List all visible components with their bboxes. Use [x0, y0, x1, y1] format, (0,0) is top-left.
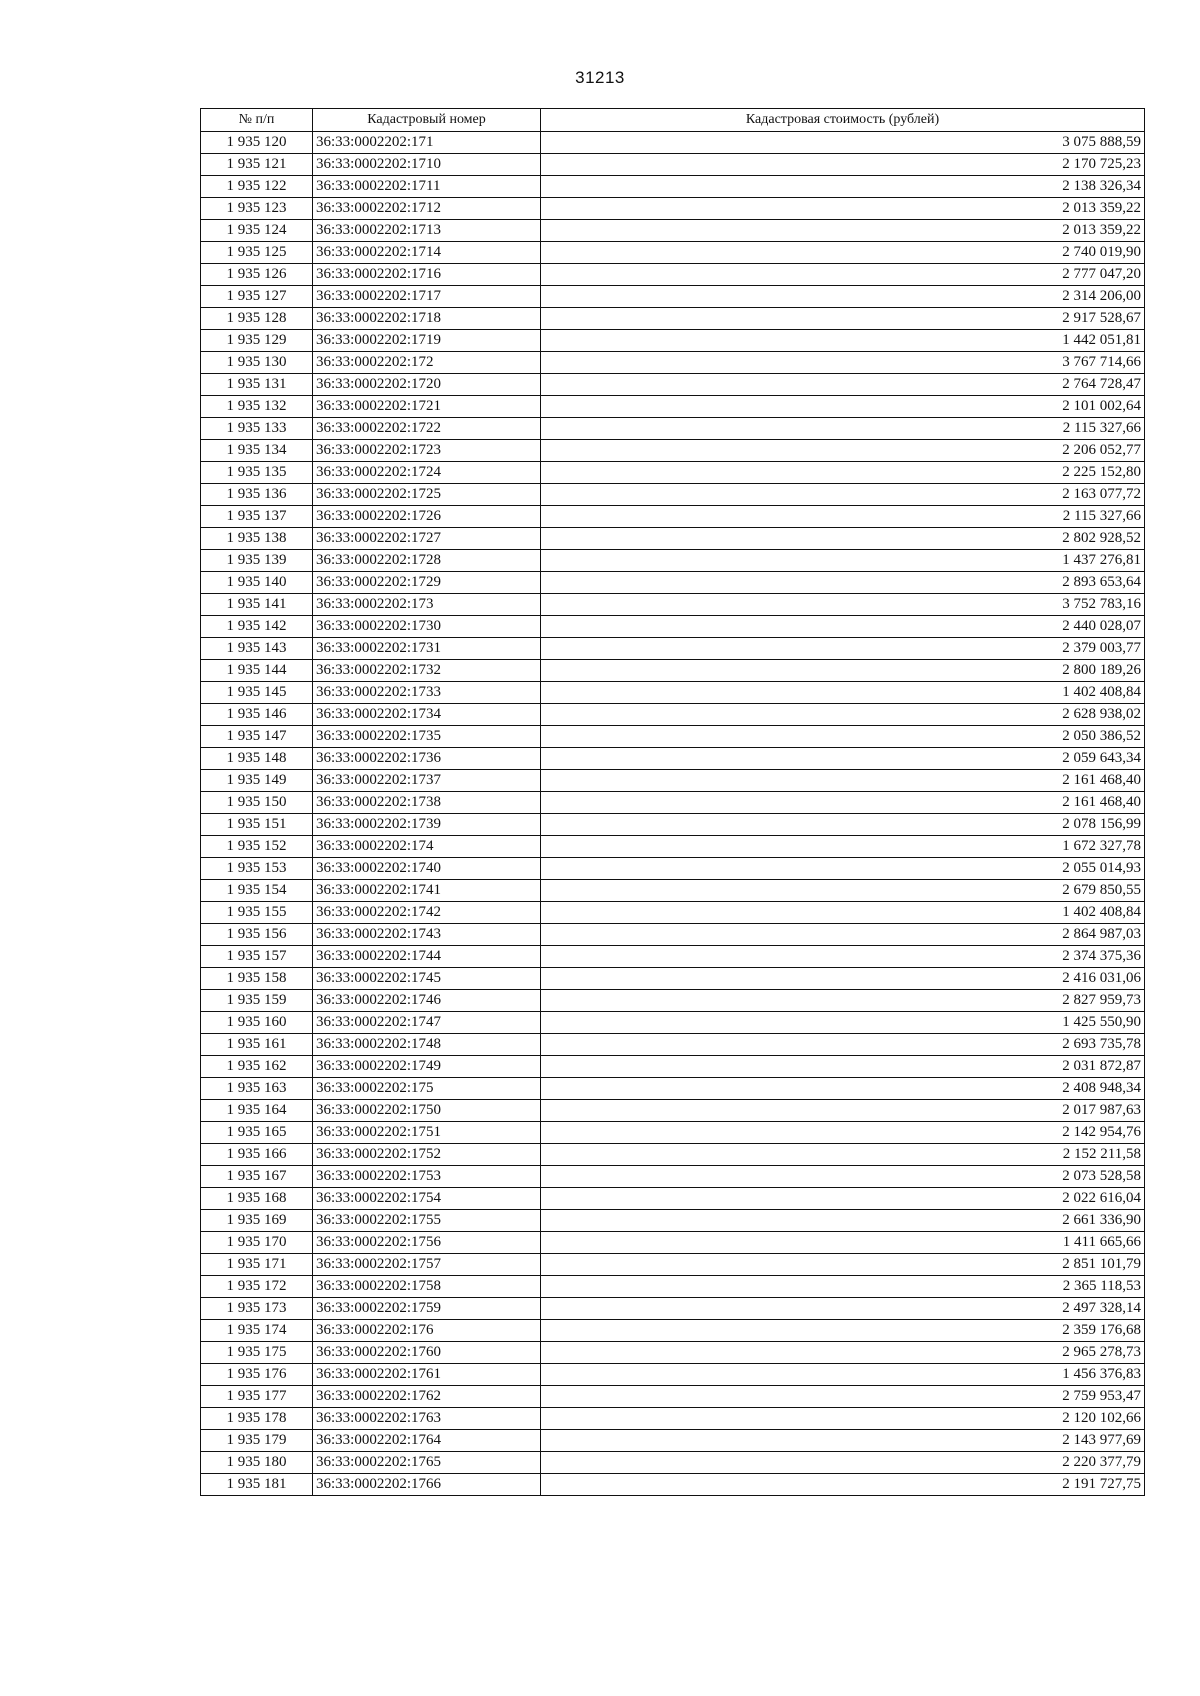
- table-row: [201, 1342, 1145, 1364]
- table-row: [201, 990, 1145, 1012]
- table-row: [201, 682, 1145, 704]
- cadastral-number-cell: 36:33:0002202:1735: [313, 726, 541, 748]
- table-row: [201, 264, 1145, 286]
- table-row: [201, 880, 1145, 902]
- table-body: [201, 132, 1145, 1496]
- row-number-cell: 1 935 168: [201, 1188, 313, 1210]
- cadastral-value-cell: 2 059 643,34: [541, 748, 1145, 770]
- cadastral-number-cell: 36:33:0002202:1738: [313, 792, 541, 814]
- cadastral-number-cell: 36:33:0002202:1742: [313, 902, 541, 924]
- table-row: [201, 418, 1145, 440]
- row-number-cell: 1 935 142: [201, 616, 313, 638]
- table-row: [201, 1408, 1145, 1430]
- cadastral-value-cell: 1 411 665,66: [541, 1232, 1145, 1254]
- row-number-cell: 1 935 155: [201, 902, 313, 924]
- cadastral-value-cell: 2 152 211,58: [541, 1144, 1145, 1166]
- cadastral-number-cell: 36:33:0002202:1710: [313, 154, 541, 176]
- row-number-cell: 1 935 146: [201, 704, 313, 726]
- cadastral-number-cell: 36:33:0002202:1711: [313, 176, 541, 198]
- cadastral-number-cell: 36:33:0002202:172: [313, 352, 541, 374]
- cadastral-number-cell: 36:33:0002202:1744: [313, 946, 541, 968]
- row-number-cell: 1 935 169: [201, 1210, 313, 1232]
- table-row: [201, 462, 1145, 484]
- cadastral-number-cell: 36:33:0002202:1754: [313, 1188, 541, 1210]
- table-row: [201, 792, 1145, 814]
- cadastral-number-cell: 36:33:0002202:176: [313, 1320, 541, 1342]
- cadastral-number-cell: 36:33:0002202:1726: [313, 506, 541, 528]
- table-row: [201, 616, 1145, 638]
- table-row: [201, 1276, 1145, 1298]
- cadastral-number-cell: 36:33:0002202:1720: [313, 374, 541, 396]
- cadastral-value-cell: 2 917 528,67: [541, 308, 1145, 330]
- cadastral-value-cell: 3 075 888,59: [541, 132, 1145, 154]
- cadastral-value-cell: 3 752 783,16: [541, 594, 1145, 616]
- cadastral-number-cell: 36:33:0002202:1739: [313, 814, 541, 836]
- cadastral-number-cell: 36:33:0002202:1723: [313, 440, 541, 462]
- table-row: [201, 1122, 1145, 1144]
- cadastral-value-cell: 2 740 019,90: [541, 242, 1145, 264]
- table-row: [201, 638, 1145, 660]
- row-number-cell: 1 935 179: [201, 1430, 313, 1452]
- row-number-cell: 1 935 163: [201, 1078, 313, 1100]
- table-row: [201, 1188, 1145, 1210]
- cadastral-value-cell: 2 759 953,47: [541, 1386, 1145, 1408]
- cadastral-value-cell: 2 161 468,40: [541, 792, 1145, 814]
- row-number-cell: 1 935 141: [201, 594, 313, 616]
- table-row: [201, 704, 1145, 726]
- table-row: [201, 1364, 1145, 1386]
- row-number-cell: 1 935 140: [201, 572, 313, 594]
- cadastral-number-cell: 36:33:0002202:1763: [313, 1408, 541, 1430]
- cadastral-value-cell: 2 440 028,07: [541, 616, 1145, 638]
- cadastral-number-cell: 36:33:0002202:1740: [313, 858, 541, 880]
- cadastral-value-cell: 1 442 051,81: [541, 330, 1145, 352]
- row-number-cell: 1 935 148: [201, 748, 313, 770]
- cadastral-value-cell: 1 425 550,90: [541, 1012, 1145, 1034]
- row-number-cell: 1 935 171: [201, 1254, 313, 1276]
- cadastral-value-table: [200, 108, 1145, 1496]
- cadastral-value-cell: 2 374 375,36: [541, 946, 1145, 968]
- table-row: [201, 1386, 1145, 1408]
- row-number-cell: 1 935 125: [201, 242, 313, 264]
- cadastral-value-cell: 2 379 003,77: [541, 638, 1145, 660]
- table-row: [201, 198, 1145, 220]
- table-row: [201, 902, 1145, 924]
- cadastral-value-cell: 2 693 735,78: [541, 1034, 1145, 1056]
- cadastral-number-cell: 36:33:0002202:1729: [313, 572, 541, 594]
- cadastral-value-cell: 2 802 928,52: [541, 528, 1145, 550]
- cadastral-value-cell: 2 101 002,64: [541, 396, 1145, 418]
- table-row: [201, 1210, 1145, 1232]
- cadastral-number-cell: 36:33:0002202:1761: [313, 1364, 541, 1386]
- row-number-cell: 1 935 122: [201, 176, 313, 198]
- table-row: [201, 946, 1145, 968]
- row-number-cell: 1 935 174: [201, 1320, 313, 1342]
- cadastral-value-cell: 2 965 278,73: [541, 1342, 1145, 1364]
- row-number-cell: 1 935 158: [201, 968, 313, 990]
- table-row: [201, 242, 1145, 264]
- cadastral-number-cell: 36:33:0002202:1766: [313, 1474, 541, 1496]
- cadastral-number-cell: 36:33:0002202:1716: [313, 264, 541, 286]
- cadastral-value-cell: 2 161 468,40: [541, 770, 1145, 792]
- row-number-cell: 1 935 175: [201, 1342, 313, 1364]
- cadastral-value-cell: 2 055 014,93: [541, 858, 1145, 880]
- row-number-cell: 1 935 121: [201, 154, 313, 176]
- row-number-cell: 1 935 145: [201, 682, 313, 704]
- page-number: 31213: [575, 68, 625, 87]
- table-row: [201, 440, 1145, 462]
- table-row: [201, 594, 1145, 616]
- table-row: [201, 352, 1145, 374]
- row-number-cell: 1 935 178: [201, 1408, 313, 1430]
- row-number-cell: 1 935 123: [201, 198, 313, 220]
- cadastral-number-cell: 36:33:0002202:1759: [313, 1298, 541, 1320]
- cadastral-number-cell: 36:33:0002202:173: [313, 594, 541, 616]
- row-number-cell: 1 935 124: [201, 220, 313, 242]
- cadastral-value-cell: 1 402 408,84: [541, 902, 1145, 924]
- row-number-cell: 1 935 126: [201, 264, 313, 286]
- cadastral-value-cell: 2 017 987,63: [541, 1100, 1145, 1122]
- cadastral-number-cell: 36:33:0002202:1743: [313, 924, 541, 946]
- table-header: [201, 109, 1145, 132]
- table-row: [201, 550, 1145, 572]
- cadastral-number-cell: 36:33:0002202:1760: [313, 1342, 541, 1364]
- cadastral-value-cell: 2 764 728,47: [541, 374, 1145, 396]
- cadastral-value-cell: 2 661 336,90: [541, 1210, 1145, 1232]
- row-number-cell: 1 935 154: [201, 880, 313, 902]
- row-number-cell: 1 935 164: [201, 1100, 313, 1122]
- table-row: [201, 484, 1145, 506]
- table-row: [201, 968, 1145, 990]
- header-cadastral-value: Кадастровая стоимость (рублей): [541, 109, 1145, 132]
- cadastral-value-cell: 2 120 102,66: [541, 1408, 1145, 1430]
- cadastral-value-cell: 2 800 189,26: [541, 660, 1145, 682]
- row-number-cell: 1 935 166: [201, 1144, 313, 1166]
- cadastral-value-cell: 2 359 176,68: [541, 1320, 1145, 1342]
- cadastral-number-cell: 36:33:0002202:1713: [313, 220, 541, 242]
- table-row: [201, 836, 1145, 858]
- header-cadastral-number: Кадастровый номер: [313, 109, 541, 132]
- row-number-cell: 1 935 133: [201, 418, 313, 440]
- table-row: [201, 1298, 1145, 1320]
- cadastral-value-cell: 2 497 328,14: [541, 1298, 1145, 1320]
- cadastral-number-cell: 36:33:0002202:1753: [313, 1166, 541, 1188]
- cadastral-number-cell: 36:33:0002202:1755: [313, 1210, 541, 1232]
- cadastral-value-cell: 2 050 386,52: [541, 726, 1145, 748]
- cadastral-value-cell: 2 365 118,53: [541, 1276, 1145, 1298]
- cadastral-number-cell: 36:33:0002202:1728: [313, 550, 541, 572]
- table-row: [201, 220, 1145, 242]
- cadastral-number-cell: 36:33:0002202:1741: [313, 880, 541, 902]
- row-number-cell: 1 935 159: [201, 990, 313, 1012]
- row-number-cell: 1 935 138: [201, 528, 313, 550]
- cadastral-value-cell: 2 115 327,66: [541, 418, 1145, 440]
- cadastral-value-cell: 1 437 276,81: [541, 550, 1145, 572]
- table-row: [201, 924, 1145, 946]
- row-number-cell: 1 935 156: [201, 924, 313, 946]
- row-number-cell: 1 935 162: [201, 1056, 313, 1078]
- table-row: [201, 374, 1145, 396]
- cadastral-value-cell: 2 408 948,34: [541, 1078, 1145, 1100]
- row-number-cell: 1 935 132: [201, 396, 313, 418]
- cadastral-value-cell: 2 225 152,80: [541, 462, 1145, 484]
- cadastral-value-cell: 2 170 725,23: [541, 154, 1145, 176]
- row-number-cell: 1 935 136: [201, 484, 313, 506]
- row-number-cell: 1 935 180: [201, 1452, 313, 1474]
- cadastral-number-cell: 36:33:0002202:1756: [313, 1232, 541, 1254]
- table-row: [201, 528, 1145, 550]
- row-number-cell: 1 935 176: [201, 1364, 313, 1386]
- table-row: [201, 1144, 1145, 1166]
- cadastral-number-cell: 36:33:0002202:1757: [313, 1254, 541, 1276]
- cadastral-number-cell: 36:33:0002202:1745: [313, 968, 541, 990]
- cadastral-value-cell: 2 143 977,69: [541, 1430, 1145, 1452]
- cadastral-number-cell: 36:33:0002202:1732: [313, 660, 541, 682]
- cadastral-value-cell: 2 416 031,06: [541, 968, 1145, 990]
- row-number-cell: 1 935 177: [201, 1386, 313, 1408]
- table-row: [201, 330, 1145, 352]
- cadastral-number-cell: 36:33:0002202:1718: [313, 308, 541, 330]
- cadastral-number-cell: 36:33:0002202:1722: [313, 418, 541, 440]
- cadastral-number-cell: 36:33:0002202:175: [313, 1078, 541, 1100]
- cadastral-number-cell: 36:33:0002202:174: [313, 836, 541, 858]
- row-number-cell: 1 935 127: [201, 286, 313, 308]
- table-row: [201, 748, 1145, 770]
- row-number-cell: 1 935 147: [201, 726, 313, 748]
- cadastral-number-cell: 36:33:0002202:1734: [313, 704, 541, 726]
- cadastral-number-cell: 36:33:0002202:1714: [313, 242, 541, 264]
- table-row: [201, 1034, 1145, 1056]
- cadastral-number-cell: 36:33:0002202:1749: [313, 1056, 541, 1078]
- table-row: [201, 1232, 1145, 1254]
- cadastral-value-cell: 2 314 206,00: [541, 286, 1145, 308]
- row-number-cell: 1 935 131: [201, 374, 313, 396]
- row-number-cell: 1 935 139: [201, 550, 313, 572]
- cadastral-value-cell: 2 073 528,58: [541, 1166, 1145, 1188]
- cadastral-value-cell: 1 672 327,78: [541, 836, 1145, 858]
- cadastral-number-cell: 36:33:0002202:1725: [313, 484, 541, 506]
- cadastral-value-cell: 2 191 727,75: [541, 1474, 1145, 1496]
- table-row: [201, 1166, 1145, 1188]
- table-row: [201, 154, 1145, 176]
- cadastral-number-cell: 36:33:0002202:1750: [313, 1100, 541, 1122]
- cadastral-number-cell: 36:33:0002202:1736: [313, 748, 541, 770]
- table-row: [201, 858, 1145, 880]
- row-number-cell: 1 935 181: [201, 1474, 313, 1496]
- cadastral-number-cell: 36:33:0002202:1721: [313, 396, 541, 418]
- row-number-cell: 1 935 165: [201, 1122, 313, 1144]
- row-number-cell: 1 935 170: [201, 1232, 313, 1254]
- row-number-cell: 1 935 157: [201, 946, 313, 968]
- cadastral-number-cell: 36:33:0002202:1747: [313, 1012, 541, 1034]
- cadastral-value-cell: 2 163 077,72: [541, 484, 1145, 506]
- cadastral-number-cell: 36:33:0002202:1752: [313, 1144, 541, 1166]
- table-row: [201, 1474, 1145, 1496]
- table-row: [201, 1430, 1145, 1452]
- table-row: [201, 572, 1145, 594]
- table-row: [201, 1452, 1145, 1474]
- cadastral-number-cell: 36:33:0002202:1748: [313, 1034, 541, 1056]
- row-number-cell: 1 935 134: [201, 440, 313, 462]
- row-number-cell: 1 935 130: [201, 352, 313, 374]
- cadastral-value-cell: 2 031 872,87: [541, 1056, 1145, 1078]
- cadastral-value-cell: 2 115 327,66: [541, 506, 1145, 528]
- cadastral-number-cell: 36:33:0002202:1727: [313, 528, 541, 550]
- table-row: [201, 1012, 1145, 1034]
- cadastral-value-cell: 2 078 156,99: [541, 814, 1145, 836]
- row-number-cell: 1 935 172: [201, 1276, 313, 1298]
- cadastral-value-cell: 2 827 959,73: [541, 990, 1145, 1012]
- cadastral-value-cell: 3 767 714,66: [541, 352, 1145, 374]
- cadastral-number-cell: 36:33:0002202:1765: [313, 1452, 541, 1474]
- row-number-cell: 1 935 167: [201, 1166, 313, 1188]
- row-number-cell: 1 935 161: [201, 1034, 313, 1056]
- cadastral-value-cell: 2 142 954,76: [541, 1122, 1145, 1144]
- cadastral-number-cell: 36:33:0002202:1717: [313, 286, 541, 308]
- cadastral-value-cell: 2 022 616,04: [541, 1188, 1145, 1210]
- cadastral-number-cell: 36:33:0002202:1751: [313, 1122, 541, 1144]
- table-row: [201, 726, 1145, 748]
- table-row: [201, 770, 1145, 792]
- table-row: [201, 660, 1145, 682]
- cadastral-number-cell: 36:33:0002202:1746: [313, 990, 541, 1012]
- cadastral-value-cell: 2 864 987,03: [541, 924, 1145, 946]
- row-number-cell: 1 935 128: [201, 308, 313, 330]
- cadastral-value-cell: 2 013 359,22: [541, 198, 1145, 220]
- table-row: [201, 1056, 1145, 1078]
- row-number-cell: 1 935 153: [201, 858, 313, 880]
- cadastral-number-cell: 36:33:0002202:1733: [313, 682, 541, 704]
- table-row: [201, 396, 1145, 418]
- cadastral-number-cell: 36:33:0002202:1762: [313, 1386, 541, 1408]
- cadastral-value-cell: 2 013 359,22: [541, 220, 1145, 242]
- table-row: [201, 1320, 1145, 1342]
- cadastral-value-cell: 2 138 326,34: [541, 176, 1145, 198]
- row-number-cell: 1 935 144: [201, 660, 313, 682]
- cadastral-number-cell: 36:33:0002202:1731: [313, 638, 541, 660]
- table-row: [201, 308, 1145, 330]
- row-number-cell: 1 935 143: [201, 638, 313, 660]
- cadastral-number-cell: 36:33:0002202:1719: [313, 330, 541, 352]
- table-row: [201, 132, 1145, 154]
- cadastral-number-cell: 36:33:0002202:1737: [313, 770, 541, 792]
- row-number-cell: 1 935 135: [201, 462, 313, 484]
- table-row: [201, 1254, 1145, 1276]
- table-row: [201, 286, 1145, 308]
- table-row: [201, 1078, 1145, 1100]
- table-row: [201, 1100, 1145, 1122]
- cadastral-number-cell: 36:33:0002202:1764: [313, 1430, 541, 1452]
- cadastral-value-cell: 2 777 047,20: [541, 264, 1145, 286]
- table-row: [201, 814, 1145, 836]
- cadastral-number-cell: 36:33:0002202:1724: [313, 462, 541, 484]
- cadastral-number-cell: 36:33:0002202:1758: [313, 1276, 541, 1298]
- cadastral-value-cell: 1 402 408,84: [541, 682, 1145, 704]
- row-number-cell: 1 935 173: [201, 1298, 313, 1320]
- cadastral-value-cell: 2 851 101,79: [541, 1254, 1145, 1276]
- cadastral-value-cell: 2 679 850,55: [541, 880, 1145, 902]
- row-number-cell: 1 935 152: [201, 836, 313, 858]
- row-number-cell: 1 935 151: [201, 814, 313, 836]
- cadastral-value-cell: 2 893 653,64: [541, 572, 1145, 594]
- cadastral-number-cell: 36:33:0002202:1730: [313, 616, 541, 638]
- row-number-cell: 1 935 137: [201, 506, 313, 528]
- cadastral-value-cell: 1 456 376,83: [541, 1364, 1145, 1386]
- cadastral-value-cell: 2 206 052,77: [541, 440, 1145, 462]
- cadastral-value-cell: 2 220 377,79: [541, 1452, 1145, 1474]
- cadastral-number-cell: 36:33:0002202:171: [313, 132, 541, 154]
- cadastral-number-cell: 36:33:0002202:1712: [313, 198, 541, 220]
- row-number-cell: 1 935 120: [201, 132, 313, 154]
- header-row: [201, 109, 1145, 132]
- table-row: [201, 506, 1145, 528]
- row-number-cell: 1 935 150: [201, 792, 313, 814]
- cadastral-value-cell: 2 628 938,02: [541, 704, 1145, 726]
- row-number-cell: 1 935 149: [201, 770, 313, 792]
- row-number-cell: 1 935 160: [201, 1012, 313, 1034]
- row-number-cell: 1 935 129: [201, 330, 313, 352]
- header-row-number: № п/п: [201, 109, 313, 132]
- table-row: [201, 176, 1145, 198]
